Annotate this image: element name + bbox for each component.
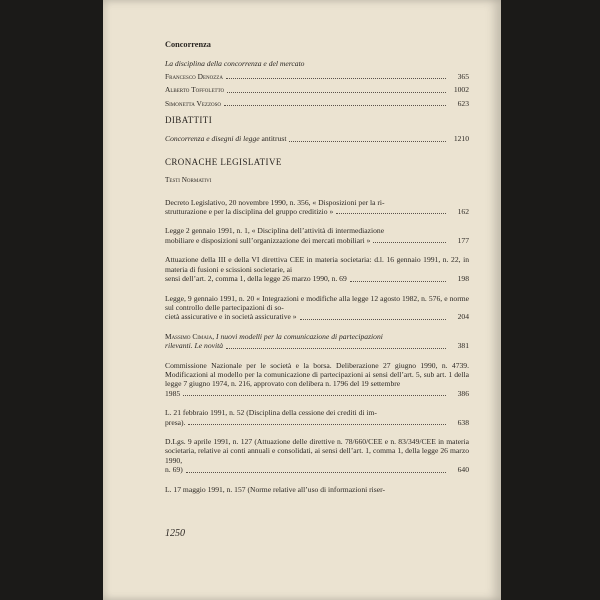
author-name: Simonetta Vezzoso — [165, 98, 222, 108]
page-ref: 177 — [457, 235, 469, 245]
author-name: Massimo Cimaia — [165, 331, 213, 341]
leader-dots — [350, 280, 446, 282]
leader-dots — [227, 91, 446, 93]
entry-title-rest: antitrust — [259, 134, 287, 144]
index-content — [165, 40, 469, 504]
list-item: Massimo Cimaia, I nuovi modelli per la comunicazione di partecipazioni rilevanti. Le novità 381 — [165, 331, 469, 351]
list-item: D.Lgs. 9 aprile 1991, n. 127 (Attuazione delle direttive n. 78/660/CEE e n. 83/349/CEE in materia societaria, relative ai conti annuali e consolidati, ai sensi dell’art. 1, comma 1, della legge 26 marzo 1990, n. 69) 640 — [165, 436, 469, 475]
list-item: L. 21 febbraio 1991, n. 52 (Disciplina della cessione dei crediti di im- presa). 638 — [165, 408, 469, 427]
page-ref: 386 — [457, 388, 469, 398]
page-ref: 381 — [457, 341, 469, 351]
author-row — [165, 99, 469, 108]
page-ref: 162 — [457, 207, 469, 217]
book-page — [103, 0, 501, 600]
leader-dots — [188, 423, 446, 425]
page-ref: 365 — [457, 71, 469, 81]
leader-dots — [186, 471, 446, 473]
list-item: Decreto Legislativo, 20 novembre 1990, n. 356, « Disposizioni per la ri- strutturazione e per la disciplina del gruppo creditizio » 162 — [165, 197, 469, 217]
leader-dots — [226, 347, 446, 349]
author-row — [165, 85, 469, 94]
page-ref: 198 — [457, 274, 469, 284]
page-ref: 623 — [457, 98, 469, 108]
subhead-testi: Testi Normativi — [165, 176, 212, 185]
page-ref: 638 — [457, 417, 469, 427]
dibattiti-entry — [165, 134, 469, 143]
page-ref: 1210 — [453, 134, 469, 144]
leader-dots — [300, 318, 446, 320]
entry-title: Concorrenza e disegni di legge — [165, 134, 260, 144]
leader-dots — [224, 104, 446, 106]
subtitle: La disciplina della concorrenza e del mercato — [165, 59, 305, 69]
list-item: Legge 2 gennaio 1991, n. 1, « Disciplina dell’attività di intermediazione mobiliare e disposizioni sull’organizzazione dei mercati mobiliari » 177 — [165, 226, 469, 245]
section-title-cronache: CRONACHE LEGISLATIVE — [165, 156, 282, 167]
list-item: Legge, 9 gennaio 1991, n. 20 « Integrazioni e modifiche alla legge 12 agosto 1982, n. 576, e norme sul controllo delle partecipazioni di so- cietà assicurative e in società assicurative » 204 — [165, 293, 469, 322]
author-row — [165, 72, 469, 81]
page-number: 1250 — [165, 528, 185, 539]
section-title-concorrenza: Concorrenza — [165, 40, 211, 49]
leader-dots — [336, 212, 446, 214]
leader-dots — [183, 394, 446, 396]
list-item: Attuazione della III e della VI direttiva CEE in materia societaria: d.l. 16 gennaio 1991, n. 22, in materia di fusioni e scissioni societarie, ai sensi dell’art. 2, comma 1, della legge 26 marzo 1990, n. 69 198 — [165, 255, 469, 284]
page-ref: 1002 — [453, 85, 469, 95]
leader-dots — [373, 241, 446, 243]
page-ref: 204 — [457, 312, 469, 322]
leader-dots — [289, 140, 446, 142]
author-name: Francesco Denozza — [165, 71, 223, 81]
author-name: Alberto Toffoletto — [165, 85, 225, 95]
list-item: L. 17 maggio 1991, n. 157 (Norme relative all’uso di informazioni riser- — [165, 484, 386, 494]
list-item: Commissione Nazionale per le società e la borsa. Deliberazione 27 giugno 1990, n. 4739. Modificazioni al modello per la comunicazione di partecipazioni ai sensi dell’art. 5, sub art. 1 della legge 7 giugno 1974, n. 216, approvato con delibera n. 1796 del 19 settembre 1985 386 — [165, 360, 469, 398]
section-title-dibattiti: DIBATTITI — [165, 115, 213, 126]
page-ref: 640 — [457, 465, 469, 475]
leader-dots — [226, 77, 446, 79]
